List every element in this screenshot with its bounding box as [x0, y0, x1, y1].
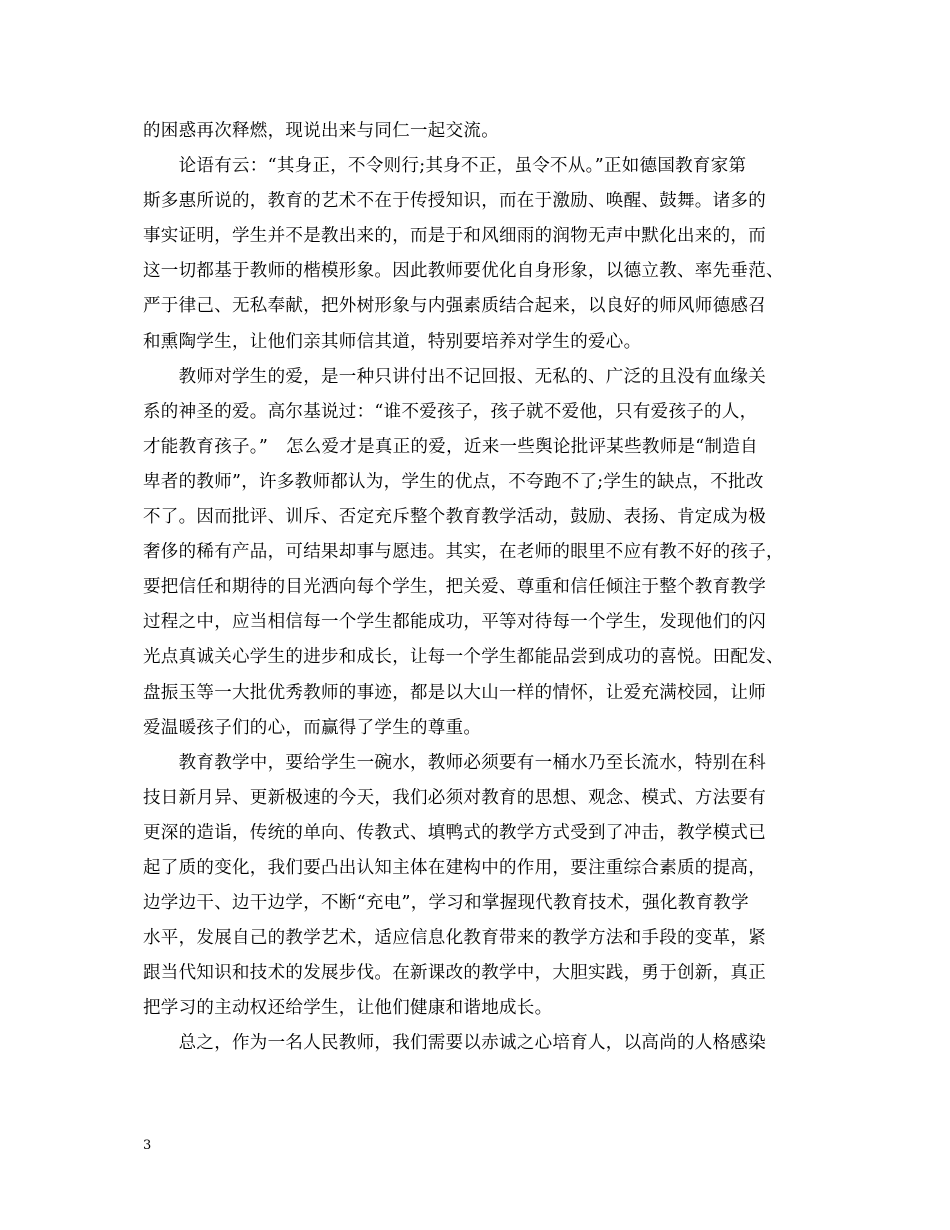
text-line: 教师对学生的爱，是一种只讲付出不记回报、无私的、广泛的且没有血缘关	[143, 366, 766, 387]
text-line: 过程之中，应当相信每一个学生都能成功，平等对待每一个学生，发现他们的闪	[143, 612, 766, 633]
text-line: 技日新月异、更新极速的今天，我们必须对教育的思想、观念、模式、方法要有	[143, 787, 766, 808]
text-line: 总之，作为一名人民教师，我们需要以赤诚之心培育人，以高尚的人格感染	[143, 1033, 766, 1054]
text-line: 系的神圣的爱。高尔基说过：“谁不爱孩子，孩子就不爱他，只有爱孩子的人，	[143, 401, 758, 422]
text-line: 爱温暖孩子们的心，而赢得了学生的尊重。	[143, 717, 482, 738]
text-line: 和熏陶学生，让他们亲其师信其道，特别要培养对学生的爱心。	[143, 331, 642, 352]
text-line: 水平，发展自己的教学艺术，适应信息化教育带来的教学方法和手段的变革，紧	[143, 928, 766, 949]
text-line: 斯多惠所说的，教育的艺术不在于传授知识，而在于激励、唤醒、鼓舞。诸多的	[143, 191, 766, 212]
text-line: 事实证明，学生并不是教出来的，而是于和风细雨的润物无声中默化出来的，而	[143, 226, 766, 247]
text-line: 论语有云：“其身正，不令则行;其身不正，虽令不从。”正如德国教育家第	[143, 156, 747, 177]
text-line: 边学边干、边干边学，不断“充电”，学习和掌握现代教育技术，强化教育教学	[143, 893, 749, 914]
text-line: 要把信任和期待的目光洒向每个学生，把关爱、尊重和信任倾注于整个教育教学	[143, 577, 766, 598]
text-line: 严于律己、无私奉献，把外树形象与内强素质结合起来，以良好的师风师德感召	[143, 296, 766, 317]
text-line: 这一切都基于教师的楷模形象。因此教师要优化自身形象，以德立教、率先垂范、	[143, 261, 784, 282]
text-line: 把学习的主动权还给学生，让他们健康和谐地成长。	[143, 998, 553, 1019]
page-number: 3	[143, 1138, 152, 1153]
text-line: 不了。因而批评、训斥、否定充斥整个教育教学活动，鼓励、表扬、肯定成为极	[143, 507, 766, 528]
text-line: 的困惑再次释燃，现说出来与同仁一起交流。	[143, 121, 499, 141]
text-line: 才能教育孩子。” 怎么爱才是真正的爱，近来一些舆论批评某些教师是“制造自	[143, 436, 758, 457]
document-body	[143, 114, 833, 1062]
text-line: 卑者的教师”，许多教师都认为，学生的优点，不夸跑不了;学生的缺点，不批改	[143, 471, 764, 492]
text-line: 奢侈的稀有产品，可结果却事与愿违。其实，在老师的眼里不应有教不好的孩子，	[143, 542, 784, 563]
text-line: 起了质的变化，我们要凸出认知主体在建构中的作用，要注重综合素质的提高，	[143, 857, 766, 878]
text-line: 更深的造诣，传统的单向、传教式、填鸭式的教学方式受到了冲击，教学模式已	[143, 822, 766, 843]
text-line: 教育教学中，要给学生一碗水，教师必须要有一桶水乃至长流水，特别在科	[143, 752, 766, 773]
text-line: 光点真诚关心学生的进步和成长，让每一个学生都能品尝到成功的喜悦。田配发、	[143, 647, 784, 668]
text-line: 跟当代知识和技术的发展步伐。在新课改的教学中，大胆实践，勇于创新，真正	[143, 963, 766, 984]
text-line: 盘振玉等一大批优秀教师的事迹，都是以大山一样的情怀，让爱充满校园，让师	[143, 682, 766, 703]
